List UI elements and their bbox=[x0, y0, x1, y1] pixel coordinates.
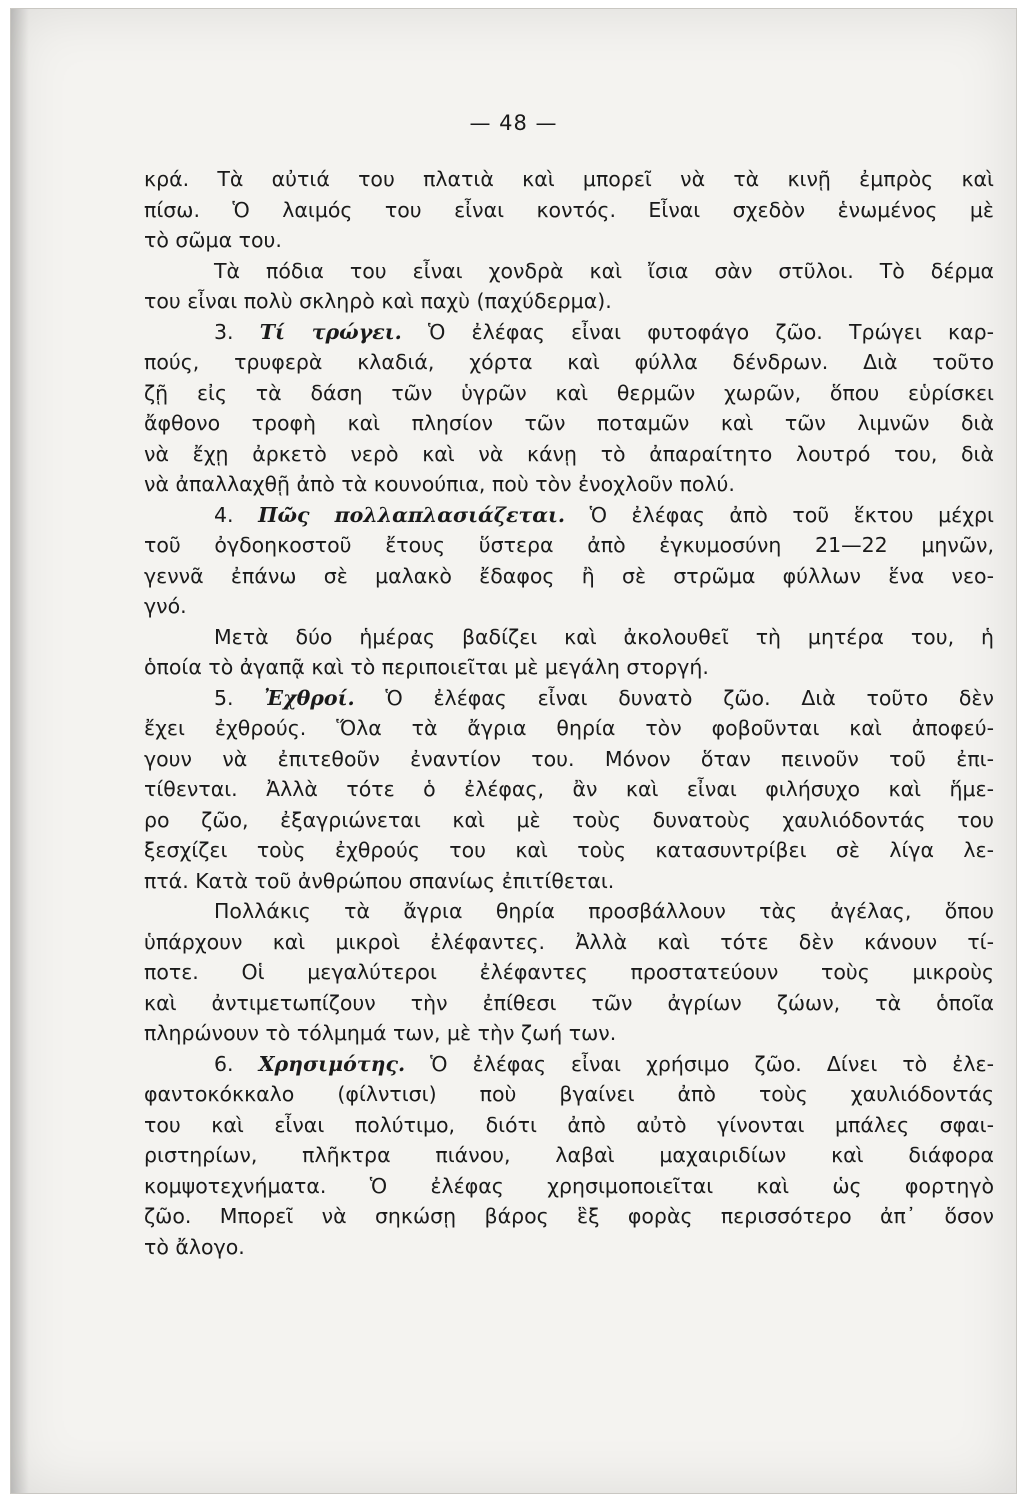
section-3-heading: Τί τρώγει. bbox=[259, 319, 402, 344]
text-line: τὸ σῶμα του. bbox=[144, 228, 282, 252]
text-line: νὰ ἀπαλλαχθῇ ἀπὸ τὰ κουνούπια, ποὺ τὸν ἐνοχλοῦν πολύ. bbox=[144, 472, 735, 496]
text-line: ποτε. Οἱ μεγαλύτεροι ἐλέφαντες προστατεύουν τοὺς μικροὺς bbox=[144, 960, 994, 984]
text-line: τὸ ἄλογο. bbox=[144, 1234, 245, 1259]
text-line: του εἶναι πολὺ σκληρὸ καὶ παχὺ (παχύδερμα). bbox=[144, 289, 612, 313]
text-line: τίθενται. Ἀλλὰ τότε ὁ ἐλέφας, ἂν καὶ εἶναι φιλήσυχο καὶ ἥμε- bbox=[144, 777, 994, 801]
text-line: πίσω. Ὁ λαιμός του εἶναι κοντός. Εἶναι σχεδὸν ἑνωμένος μὲ bbox=[144, 197, 994, 222]
text-line: πτά. Κατὰ τοῦ ἀνθρώπου σπανίως ἐπιτίθεται. bbox=[144, 868, 615, 893]
text-line: νὰ ἔχῃ ἀρκετὸ νερὸ καὶ νὰ κάνῃ τὸ ἀπαραίτητο λουτρό του, διὰ bbox=[144, 441, 994, 466]
section-3-line bbox=[144, 317, 994, 348]
section-4-text: Ὁ ἐλέφας ἀπὸ τοῦ ἕκτου μέχρι bbox=[589, 502, 994, 527]
section-5-number: 5. bbox=[214, 685, 234, 710]
book-page bbox=[10, 8, 1017, 1494]
text-line: ἔχει ἐχθρούς. Ὅλα τὰ ἄγρια θηρία τὸν φοβοῦνται καὶ ἀποφεύ- bbox=[144, 716, 994, 740]
text-line: κρά. Τὰ αὐτιά του πλατιὰ καὶ μπορεῖ νὰ τὰ κινῇ ἐμπρὸς καὶ bbox=[144, 167, 994, 191]
section-4-number: 4. bbox=[214, 502, 234, 527]
section-3-text: Ὁ ἐλέφας εἶναι φυτοφάγο ζῶο. Τρώγει καρ- bbox=[427, 319, 994, 344]
text-line: πούς, τρυφερὰ κλαδιά, χόρτα καὶ φύλλα δένδρων. Διὰ τοῦτο bbox=[144, 350, 994, 374]
text-line: γεννᾶ ἐπάνω σὲ μαλακὸ ἔδαφος ἢ σὲ στρῶμα φύλλων ἕνα νεο- bbox=[144, 563, 994, 588]
text-line: γουν νὰ ἐπιτεθοῦν ἐναντίον του. Μόνον ὅταν πεινοῦν τοῦ ἐπι- bbox=[144, 746, 994, 771]
section-6-text: Ὁ ἐλέφας εἶναι χρήσιμο ζῶο. Δίνει τὸ ἐλε- bbox=[430, 1051, 994, 1076]
section-6-number: 6. bbox=[214, 1051, 234, 1076]
section-5-heading: Ἐχθροί. bbox=[264, 685, 355, 710]
text-line: Μετὰ δύο ἡμέρας βαδίζει καὶ ἀκολουθεῖ τὴ μητέρα του, ἡ bbox=[214, 624, 994, 649]
section-6-line bbox=[144, 1049, 994, 1080]
section-4-line bbox=[144, 500, 994, 531]
section-5-text: Ὁ ἐλέφας εἶναι δυνατὸ ζῶο. Διὰ τοῦτο δὲν bbox=[385, 685, 994, 710]
text-line: ζῶο. Μπορεῖ νὰ σηκώσῃ βάρος ἓξ φορὰς περισσότερο ἀπ᾽ ὅσον bbox=[144, 1204, 994, 1228]
text-line: φαντοκόκκαλο (φίλντισι) ποὺ βγαίνει ἀπὸ τοὺς χαυλιόδοντάς bbox=[144, 1082, 994, 1106]
text-line: ξεσχίζει τοὺς ἐχθρούς του καὶ τοὺς κατασυντρίβει σὲ λίγα λε- bbox=[144, 838, 994, 862]
text-line: Πολλάκις τὰ ἄγρια θηρία προσβάλλουν τὰς ἀγέλας, ὅπου bbox=[214, 899, 994, 923]
section-4-heading: Πῶς πολλαπλασιάζεται. bbox=[258, 502, 566, 527]
text-line: ζῇ εἰς τὰ δάση τῶν ὑγρῶν καὶ θερμῶν χωρῶν, ὅπου εὑρίσκει bbox=[144, 380, 994, 405]
text-line: ἄφθονο τροφὴ καὶ πλησίον τῶν ποταμῶν καὶ τῶν λιμνῶν διὰ bbox=[144, 411, 994, 435]
section-6-heading: Χρησιμότης. bbox=[258, 1051, 406, 1076]
text-line: ὑπάρχουν καὶ μικροὶ ἐλέφαντες. Ἀλλὰ καὶ τότε δὲν κάνουν τί- bbox=[144, 929, 994, 954]
text-line: γνό. bbox=[144, 594, 187, 618]
section-3-number: 3. bbox=[214, 319, 234, 344]
text-line: καὶ ἀντιμετωπίζουν τὴν ἐπίθεσι τῶν ἀγρίων ζώων, τὰ ὁποῖα bbox=[144, 990, 994, 1015]
text-line: ριστηρίων, πλῆκτρα πιάνου, λαβαὶ μαχαιριδίων καὶ διάφορα bbox=[144, 1143, 994, 1167]
body-text bbox=[144, 164, 994, 1262]
page-number: — 48 — bbox=[469, 111, 558, 135]
text-line: Τὰ πόδια του εἶναι χονδρὰ καὶ ἴσια σὰν στῦλοι. Τὸ δέρμα bbox=[214, 258, 994, 283]
text-line: ὁποία τὸ ἀγαπᾷ καὶ τὸ περιποιεῖται μὲ μεγάλη στοργή. bbox=[144, 655, 709, 679]
text-line: πληρώνουν τὸ τόλμημά των, μὲ τὴν ζωή των. bbox=[144, 1021, 617, 1045]
text-line: του καὶ εἶναι πολύτιμο, διότι ἀπὸ αὐτὸ γίνονται μπάλες σφαι- bbox=[144, 1112, 994, 1137]
text-line: ρο ζῶο, ἐξαγριώνεται καὶ μὲ τοὺς δυνατοὺς χαυλιόδοντάς του bbox=[144, 807, 994, 832]
text-line: τοῦ ὀγδοηκοστοῦ ἔτους ὕστερα ἀπὸ ἐγκυμοσύνη 21—22 μηνῶν, bbox=[144, 533, 994, 557]
text-line: κομψοτεχνήματα. Ὁ ἐλέφας χρησιμοποιεῖται καὶ ὡς φορτηγὸ bbox=[144, 1173, 994, 1198]
section-5-line bbox=[144, 683, 994, 714]
